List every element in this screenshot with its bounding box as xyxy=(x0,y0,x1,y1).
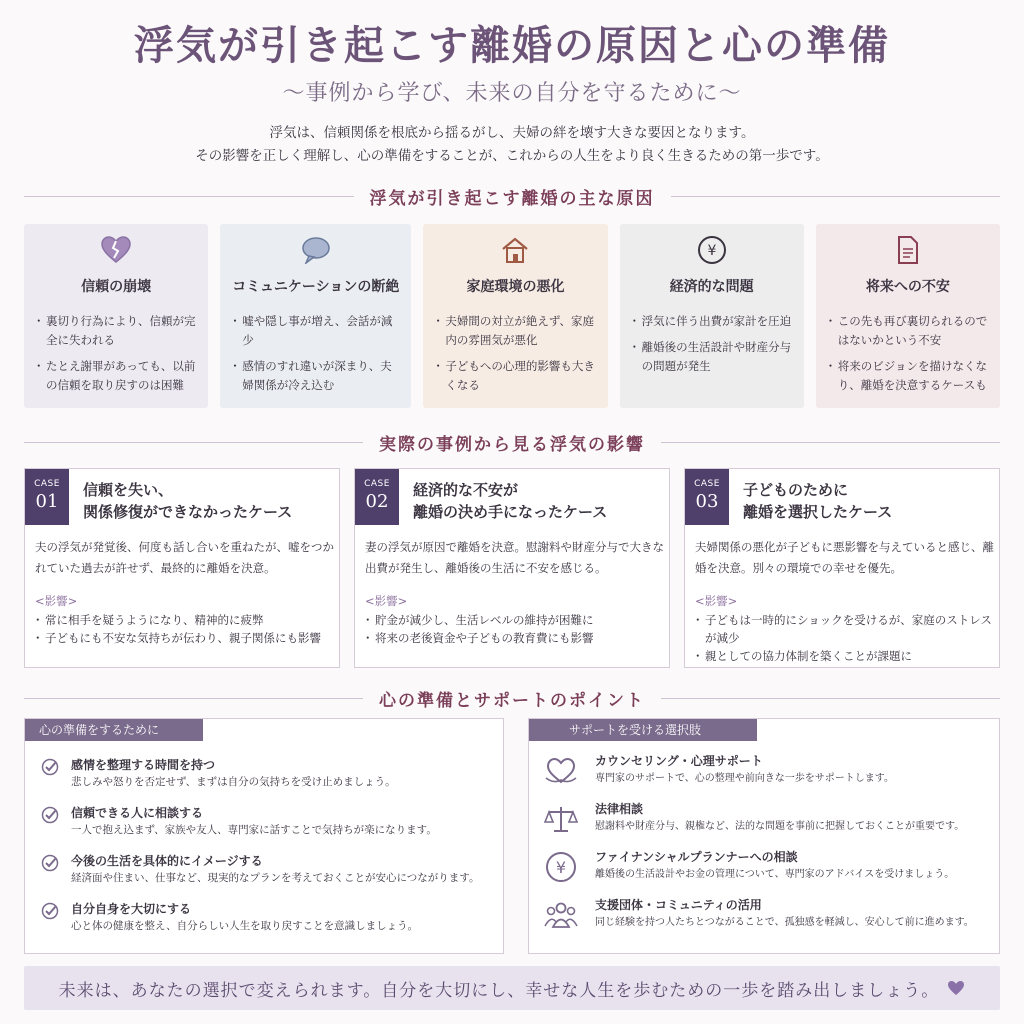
case-effects xyxy=(365,593,669,647)
prep-desc: 心と体の健康を整え、自分らしい人生を取り戻すことを意識しましょう。 xyxy=(71,920,419,932)
effect-label: <影響> xyxy=(35,594,78,608)
cause-point: ・ 将来のビジョンを描けなくなり、離婚を決意するケースも xyxy=(828,357,988,395)
divider xyxy=(661,698,1000,699)
house-icon xyxy=(435,234,595,266)
intro-line-2: その影響を正しく理解し、心の準備をすることが、これからの人生をより良く生きるための第一歩です。 xyxy=(195,148,829,164)
case-description: 夫婦関係の悪化が子どもに悪影響を与えていると感じ、離婚を決意。別々の環境での幸せを優先。 xyxy=(695,540,994,575)
cause-point: ・ たとえ謝罪があっても、以前の信頼を取り戻すのは困難 xyxy=(36,357,196,395)
preparation-tab: 心の準備をするために xyxy=(25,719,203,741)
cause-title: 家庭環境の悪化 xyxy=(466,279,565,295)
cause-point: ・ 夫婦間の対立が絶えず、家庭内の雰囲気が悪化 xyxy=(435,312,595,350)
prep-item xyxy=(41,901,418,935)
cause-point: ・ 離婚後の生活設計や財産分与の問題が発生 xyxy=(632,338,792,376)
prep-title: 感情を整理する時間を持つ xyxy=(71,758,216,772)
prep-title: 今後の生活を具体的にイメージする xyxy=(71,854,263,868)
effect-item: ・ 子どもにも不安な気持ちが伝わり、親子関係にも影響 xyxy=(35,629,339,647)
svg-text:¥: ¥ xyxy=(555,858,567,877)
cause-title: 将来への不安 xyxy=(865,279,950,295)
case-title-line: 関係修復ができなかったケース xyxy=(83,503,293,521)
document-icon xyxy=(828,234,988,266)
check-icon xyxy=(41,854,59,872)
effect-label: <影響> xyxy=(695,594,738,608)
support-desc: 同じ経験を持つ人たちとつながることで、孤独感を軽減し、安心して前に進めます。 xyxy=(595,917,974,928)
footer-banner xyxy=(24,966,1000,1010)
cause-point: ・ 感情のすれ違いが深まり、夫婦関係が冷え込む xyxy=(232,357,399,395)
cause-point: ・ 浮気に伴う出費が家計を圧迫 xyxy=(632,312,792,331)
check-icon xyxy=(41,902,59,920)
broken-heart-icon xyxy=(36,234,196,266)
support-desc: 離婚後の生活設計やお金の管理について、専門家のアドバイスを受けましょう。 xyxy=(595,869,955,880)
heart-hands-icon xyxy=(543,753,579,789)
cause-card-future xyxy=(816,224,1000,408)
effect-item: ・ 親としての協力体制を築くことが課題に xyxy=(695,647,999,665)
cases-grid xyxy=(24,468,1000,668)
support-desc: 慰謝料や財産分与、親権など、法的な問題を事前に把握しておくことが重要です。 xyxy=(595,821,965,832)
cases-heading-text: 実際の事例から見る浮気の影響 xyxy=(379,434,645,455)
cases-heading xyxy=(24,430,1000,454)
support-title: カウンセリング・心理サポート xyxy=(595,754,763,768)
page-subtitle: 〜事例から学び、未来の自分を守るために〜 xyxy=(282,81,742,106)
case-badge xyxy=(685,469,729,525)
cause-card-communication xyxy=(220,224,411,408)
support-panel xyxy=(528,718,1000,954)
cause-title: 信頼の崩壊 xyxy=(81,279,152,295)
case-title xyxy=(83,479,292,523)
divider xyxy=(24,196,354,197)
support-tab: サポートを受ける選択肢 xyxy=(529,719,757,741)
case-description: 妻の浮気が原因で離婚を決意。慰謝料や財産分与で大きな出費が発生し、離婚後の生活に不安を感じる。 xyxy=(365,540,664,575)
intro-text xyxy=(0,122,1024,168)
case-badge xyxy=(25,469,69,525)
support-item xyxy=(543,753,894,789)
case-card-03 xyxy=(684,468,1000,668)
support-heading xyxy=(24,686,1000,710)
support-title: 法律相談 xyxy=(595,802,644,816)
prep-desc: 経済面や住まい、仕事など、現実的なプランを考えておくことが安心につながります。 xyxy=(71,872,480,884)
case-number: 03 xyxy=(695,491,719,512)
support-title: ファイナンシャルプランナーへの相談 xyxy=(595,850,798,864)
cause-point: ・ 子どもへの心理的影響も大きくなる xyxy=(435,357,595,395)
cause-point: ・ 裏切り行為により、信頼が完全に失われる xyxy=(36,312,196,350)
prep-item xyxy=(41,757,396,791)
case-label: CASE xyxy=(694,479,720,489)
case-title xyxy=(413,479,607,523)
prep-desc: 悲しみや怒りを否定せず、まずは自分の気持ちを受け止めましょう。 xyxy=(71,776,396,788)
cause-card-trust xyxy=(24,224,208,408)
case-label: CASE xyxy=(34,479,60,489)
prep-desc: 一人で抱え込まず、家族や友人、専門家に話すことで気持ちが楽になります。 xyxy=(71,824,437,836)
case-description: 夫の浮気が発覚後、何度も話し合いを重ねたが、嘘をつかれていた過去が許せず、最終的に離婚を決意。 xyxy=(35,540,334,575)
check-icon xyxy=(41,758,59,776)
case-title-line: 子どものために xyxy=(743,481,849,499)
case-card-01 xyxy=(24,468,340,668)
prep-item xyxy=(41,853,479,887)
case-title-line: 離婚の決め手になったケース xyxy=(413,503,608,521)
support-desc: 専門家のサポートで、心の整理や前向きな一歩をサポートします。 xyxy=(595,773,894,784)
support-heading-text: 心の準備とサポートのポイント xyxy=(379,690,645,711)
case-label: CASE xyxy=(364,479,390,489)
divider xyxy=(671,196,1001,197)
causes-heading-text: 浮気が引き起こす離婚の主な原因 xyxy=(369,188,655,209)
people-group-icon xyxy=(543,897,579,933)
support-title: 支援団体・コミュニティの活用 xyxy=(595,898,762,912)
intro-line-1: 浮気は、信頼関係を根底から揺るがし、夫婦の絆を壊す大きな要因となります。 xyxy=(269,125,755,141)
page-title: 浮気が引き起こす離婚の原因と心の準備 xyxy=(134,22,890,69)
case-title-line: 経済的な不安が xyxy=(413,481,519,499)
speech-bubble-icon xyxy=(232,234,399,266)
cause-title: 経済的な問題 xyxy=(669,279,754,295)
cause-point: ・ 嘘や隠し事が増え、会話が減少 xyxy=(232,312,399,350)
case-card-02 xyxy=(354,468,670,668)
support-item xyxy=(543,897,974,933)
case-number: 02 xyxy=(365,491,389,512)
cause-card-money xyxy=(620,224,804,408)
case-effects xyxy=(695,593,999,665)
case-badge xyxy=(355,469,399,525)
divider xyxy=(24,442,363,443)
case-effects xyxy=(35,593,339,647)
heart-icon xyxy=(947,980,965,996)
prep-title: 信頼できる人に相談する xyxy=(71,806,204,820)
case-title-line: 離婚を選択したケース xyxy=(743,503,893,521)
cause-point: ・ この先も再び裏切られるのではないかという不安 xyxy=(828,312,988,350)
yen-circle-icon xyxy=(543,849,579,885)
support-item xyxy=(543,849,954,885)
divider xyxy=(24,698,363,699)
causes-heading xyxy=(24,184,1000,208)
effect-item: ・ 貯金が減少し、生活レベルの維持が困難に xyxy=(365,611,669,629)
support-item xyxy=(543,801,964,837)
cause-title: コミュニケーションの断絶 xyxy=(232,279,400,295)
effect-item: ・ 子どもは一時的にショックを受けるが、家庭のストレスが減少 xyxy=(695,611,999,647)
case-number: 01 xyxy=(35,491,59,512)
effect-item: ・ 将来の老後資金や子どもの教育費にも影響 xyxy=(365,629,669,647)
svg-text:¥: ¥ xyxy=(707,243,717,259)
prep-item xyxy=(41,805,437,839)
scales-icon xyxy=(543,801,579,837)
case-title-line: 信頼を失い、 xyxy=(83,481,174,499)
effect-item: ・ 常に相手を疑うようになり、精神的に疲弊 xyxy=(35,611,339,629)
effect-label: <影響> xyxy=(365,594,408,608)
footer-text: 未来は、あなたの選択で変えられます。自分を大切にし、幸せな人生を歩むための一歩を踏み出しましょう。 xyxy=(58,980,940,1001)
cause-card-home xyxy=(423,224,607,408)
preparation-panel xyxy=(24,718,504,954)
check-icon xyxy=(41,806,59,824)
case-title xyxy=(743,479,892,523)
yen-coin-icon xyxy=(632,234,792,266)
causes-grid xyxy=(24,224,1000,408)
prep-title: 自分自身を大切にする xyxy=(71,902,192,916)
divider xyxy=(661,442,1000,443)
